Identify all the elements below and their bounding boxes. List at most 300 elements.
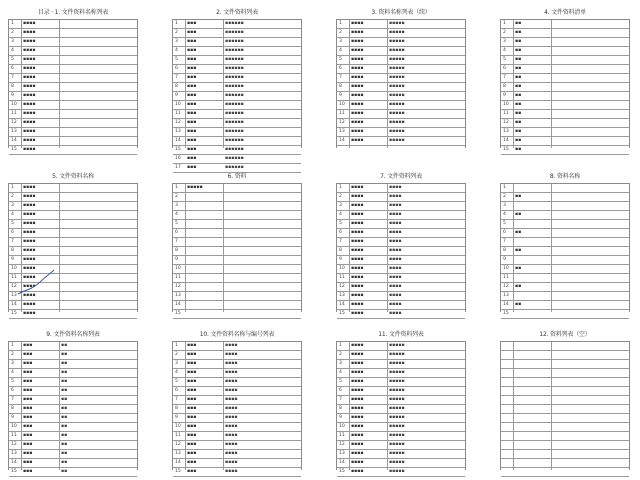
table-row (501, 83, 629, 92)
table-row (173, 274, 301, 283)
table-row (9, 265, 137, 274)
table-cell: 10 (503, 266, 509, 271)
table-row (501, 396, 629, 405)
table-cell: ▪▪▪▪▪ (389, 75, 405, 80)
table-row (173, 369, 301, 378)
table-cell: 8 (11, 248, 14, 253)
table-row (501, 92, 629, 101)
table-cell: 14 (339, 460, 345, 465)
table-cell: 15 (175, 147, 181, 152)
table-cell: ▪▪▪▪ (351, 370, 364, 375)
table-cell: 12 (11, 284, 17, 289)
table-row (9, 101, 137, 110)
table-cell: ▪▪▪▪ (225, 424, 238, 429)
table-row (173, 38, 301, 47)
table-row (9, 128, 137, 137)
table-row (173, 56, 301, 65)
table-row (173, 405, 301, 414)
table-cell: 5 (339, 379, 342, 384)
table-cell: ▪▪▪▪ (351, 84, 364, 89)
table-cell: ▪▪▪ (23, 451, 33, 456)
table-cell: ▪▪▪▪ (351, 93, 364, 98)
table-row (9, 378, 137, 387)
table-cell: 9 (339, 415, 342, 420)
table-cell: 1 (339, 343, 342, 348)
table-cell: ▪▪ (61, 397, 68, 402)
table-row (9, 92, 137, 101)
table-cell: 4 (503, 212, 506, 217)
table-cell: ▪▪ (515, 230, 522, 235)
table-row (501, 202, 629, 211)
table-cell: 14 (503, 138, 509, 143)
table-cell: 4 (11, 48, 14, 53)
table-row (173, 193, 301, 202)
table-cell: 15 (11, 469, 17, 474)
table-row (337, 351, 465, 360)
table-cell: ▪▪▪▪ (389, 284, 402, 289)
table-cell: 15 (175, 469, 181, 474)
table-cell: ▪▪▪▪▪ (389, 129, 405, 134)
table-cell: 8 (339, 248, 342, 253)
table-cell: ▪▪▪▪ (351, 469, 364, 474)
table-cell: ▪▪▪▪ (23, 138, 36, 143)
table-cell: ▪▪▪▪ (225, 397, 238, 402)
table-row (173, 74, 301, 83)
sheet-12 (496, 330, 634, 472)
sheet-title: 2. 文件资料列表 (216, 9, 258, 16)
sheet-title: 5. 文件资料名称 (52, 173, 94, 180)
table-row (9, 414, 137, 423)
table-row (173, 265, 301, 274)
table-cell: 10 (339, 424, 345, 429)
sheet-9 (4, 330, 142, 472)
table-cell: 1 (339, 21, 342, 26)
sheet-10 (168, 330, 306, 472)
table-row (501, 211, 629, 220)
table-row (501, 74, 629, 83)
table-row (501, 441, 629, 450)
table-cell: 8 (175, 248, 178, 253)
table-row (173, 238, 301, 247)
table-row (173, 155, 301, 164)
table-cell: ▪▪▪▪▪▪ (225, 165, 244, 170)
table-cell: 13 (503, 129, 509, 134)
table-cell: ▪▪▪▪ (351, 433, 364, 438)
table-cell: ▪▪▪▪ (351, 257, 364, 262)
table-cell: ▪▪▪ (187, 84, 197, 89)
table-cell: 7 (11, 239, 14, 244)
table-cell: ▪▪▪ (187, 460, 197, 465)
table-cell: ▪▪ (61, 451, 68, 456)
table-row (501, 414, 629, 423)
table-cell: ▪▪▪▪▪▪ (225, 66, 244, 71)
table-cell: ▪▪▪▪ (351, 75, 364, 80)
table-cell: ▪▪▪▪▪▪ (225, 84, 244, 89)
table-row (9, 310, 137, 319)
table-cell: ▪▪ (61, 361, 68, 366)
table-cell: 5 (503, 221, 506, 226)
table-cell: ▪▪▪ (187, 138, 197, 143)
table-cell: 1 (11, 21, 14, 26)
table-row (173, 20, 301, 29)
table-cell: ▪▪ (515, 57, 522, 62)
table-cell: ▪▪▪▪ (351, 415, 364, 420)
table-cell: 1 (503, 185, 506, 190)
table-cell: ▪▪▪▪ (351, 239, 364, 244)
table-cell: ▪▪ (515, 138, 522, 143)
table-cell: 3 (175, 203, 178, 208)
table-row (9, 29, 137, 38)
table-cell: 9 (175, 257, 178, 262)
table-cell: ▪▪▪▪ (351, 248, 364, 253)
table-cell: 6 (339, 66, 342, 71)
table-row (173, 342, 301, 351)
table-cell: 8 (11, 84, 14, 89)
table-cell: ▪▪▪▪ (389, 275, 402, 280)
table-row (337, 137, 465, 146)
table-cell: ▪▪▪▪ (351, 424, 364, 429)
table-cell: ▪▪ (515, 30, 522, 35)
table-row (9, 110, 137, 119)
table-cell: 2 (175, 30, 178, 35)
table-cell: ▪▪▪ (23, 442, 33, 447)
table-row (173, 387, 301, 396)
table-row (337, 405, 465, 414)
table-cell: 4 (11, 370, 14, 375)
table-cell: 12 (175, 442, 181, 447)
table-row (501, 56, 629, 65)
table-cell: 12 (339, 120, 345, 125)
table-cell: ▪▪▪▪▪ (389, 39, 405, 44)
table-cell: 7 (175, 397, 178, 402)
table-cell: 7 (11, 75, 14, 80)
table-row (501, 432, 629, 441)
table-row (9, 247, 137, 256)
table-cell: 11 (175, 433, 181, 438)
table-row (173, 47, 301, 56)
table (8, 19, 138, 152)
table-cell: 6 (11, 66, 14, 71)
table-cell: 4 (11, 212, 14, 217)
table-cell: ▪▪▪▪ (23, 57, 36, 62)
table-cell: ▪▪▪ (23, 361, 33, 366)
table-cell: ▪▪▪▪ (351, 203, 364, 208)
table-cell: 4 (175, 212, 178, 217)
table-row (337, 396, 465, 405)
table-cell: 9 (175, 415, 178, 420)
table-cell: 10 (339, 266, 345, 271)
table-cell: ▪▪ (61, 442, 68, 447)
table-cell: ▪▪▪▪ (389, 203, 402, 208)
table-row (337, 283, 465, 292)
table-cell: ▪▪▪▪ (23, 239, 36, 244)
table-cell: ▪▪▪ (187, 66, 197, 71)
table (172, 183, 302, 316)
table-cell: ▪▪▪▪ (23, 48, 36, 53)
table-cell: ▪▪▪ (187, 352, 197, 357)
table-cell: ▪▪▪▪ (389, 257, 402, 262)
table-cell: ▪▪▪▪ (351, 212, 364, 217)
table-cell: 15 (339, 311, 345, 316)
table-cell: ▪▪▪ (23, 343, 33, 348)
table-cell: ▪▪▪ (187, 370, 197, 375)
table-row (9, 396, 137, 405)
table-cell: ▪▪▪▪ (23, 194, 36, 199)
table-cell: ▪▪▪▪▪▪ (225, 129, 244, 134)
table-row (9, 20, 137, 29)
table-cell: ▪▪▪▪▪▪ (225, 93, 244, 98)
table-cell: 12 (503, 120, 509, 125)
table-cell: 2 (503, 30, 506, 35)
table-cell: ▪▪▪▪▪▪ (225, 21, 244, 26)
table-cell: 1 (11, 185, 14, 190)
table-cell: ▪▪▪ (23, 379, 33, 384)
table-cell: ▪▪▪▪ (351, 311, 364, 316)
table-row (9, 74, 137, 83)
table-cell: 10 (175, 424, 181, 429)
table-row (501, 193, 629, 202)
table-cell: ▪▪▪▪ (351, 460, 364, 465)
table-cell: ▪▪ (515, 48, 522, 53)
table-row (337, 369, 465, 378)
sheet-1 (4, 8, 142, 150)
table-cell: 10 (175, 266, 181, 271)
table-cell: ▪▪▪▪ (351, 111, 364, 116)
table-row (173, 310, 301, 319)
table-row (173, 459, 301, 468)
table-cell: 6 (503, 66, 506, 71)
table-cell: ▪▪▪ (187, 21, 197, 26)
table-row (9, 193, 137, 202)
table-row (501, 20, 629, 29)
table-row (337, 128, 465, 137)
table-cell: 10 (175, 102, 181, 107)
table (172, 19, 302, 170)
table-cell: 10 (503, 102, 509, 107)
table-cell: 11 (11, 275, 17, 280)
table-row (173, 101, 301, 110)
table-cell: ▪▪▪▪ (351, 406, 364, 411)
table-cell: 1 (11, 343, 14, 348)
table-cell: ▪▪▪▪ (225, 415, 238, 420)
table-row (337, 220, 465, 229)
table-cell: 6 (175, 230, 178, 235)
table-cell: ▪▪▪ (187, 451, 197, 456)
table-cell: ▪▪▪ (187, 424, 197, 429)
table-cell: 10 (11, 424, 17, 429)
table-cell: 3 (503, 203, 506, 208)
table-cell: ▪▪▪▪ (351, 451, 364, 456)
table-row (173, 396, 301, 405)
table-cell: ▪▪▪▪ (23, 230, 36, 235)
table-row (501, 265, 629, 274)
table-row (337, 65, 465, 74)
table-row (337, 468, 465, 477)
table-cell: ▪▪▪▪ (389, 266, 402, 271)
table-row (337, 56, 465, 65)
table-row (501, 292, 629, 301)
table-row (501, 101, 629, 110)
table-row (173, 247, 301, 256)
table-cell: ▪▪▪▪ (23, 302, 36, 307)
table-row (173, 351, 301, 360)
table-cell: ▪▪▪ (187, 165, 197, 170)
table-row (501, 220, 629, 229)
table-cell: ▪▪▪▪ (351, 266, 364, 271)
table-row (337, 423, 465, 432)
table-cell: ▪▪▪▪▪▪ (225, 120, 244, 125)
table-cell: ▪▪▪▪▪ (389, 343, 405, 348)
table-cell: ▪▪▪▪ (23, 75, 36, 80)
sheet-title: 11. 文件资料列表 (378, 331, 424, 338)
table-cell: 8 (339, 406, 342, 411)
table-cell: 10 (339, 102, 345, 107)
table-cell: ▪▪ (515, 75, 522, 80)
table-cell: 9 (11, 93, 14, 98)
table-cell: ▪▪▪▪ (23, 185, 36, 190)
table-row (501, 301, 629, 310)
table-cell: ▪▪▪▪ (23, 129, 36, 134)
table-cell: ▪▪ (61, 388, 68, 393)
table-cell: ▪▪▪▪ (23, 147, 36, 152)
table-row (337, 292, 465, 301)
table-cell: 7 (503, 239, 506, 244)
table-cell: 15 (11, 147, 17, 152)
table-cell: ▪▪▪▪ (389, 221, 402, 226)
table-row (501, 378, 629, 387)
table-cell: ▪▪▪▪ (389, 311, 402, 316)
table-cell: ▪▪▪▪ (23, 84, 36, 89)
table-cell: ▪▪▪▪▪▪ (225, 156, 244, 161)
table-cell: ▪▪▪▪ (351, 21, 364, 26)
table-cell: ▪▪▪▪▪ (389, 460, 405, 465)
table-cell: 14 (11, 460, 17, 465)
table-cell: ▪▪▪▪▪ (389, 102, 405, 107)
table-cell: ▪▪▪ (187, 57, 197, 62)
table-cell: ▪▪▪ (23, 424, 33, 429)
table-cell: 4 (175, 48, 178, 53)
table-row (173, 65, 301, 74)
table-row (501, 450, 629, 459)
table-cell: 11 (11, 111, 17, 116)
table-cell: 3 (339, 39, 342, 44)
table-cell: 13 (175, 129, 181, 134)
table-cell: 6 (11, 230, 14, 235)
table-cell: ▪▪▪▪▪ (389, 84, 405, 89)
table-cell: ▪▪▪ (23, 406, 33, 411)
table-cell: 13 (11, 129, 17, 134)
table-cell: ▪▪▪▪▪ (389, 21, 405, 26)
sheet-6 (168, 172, 306, 314)
table-cell: ▪▪▪▪ (351, 230, 364, 235)
table-row (501, 29, 629, 38)
table-cell: ▪▪ (61, 352, 68, 357)
table-row (173, 301, 301, 310)
table-cell: ▪▪▪▪ (351, 39, 364, 44)
table-cell: ▪▪▪▪ (23, 66, 36, 71)
table-cell: 8 (339, 84, 342, 89)
table-cell: ▪▪▪ (187, 156, 197, 161)
table-cell: ▪▪▪▪ (389, 239, 402, 244)
table-cell: ▪▪▪▪▪ (389, 388, 405, 393)
table-cell: 9 (339, 93, 342, 98)
table-cell: ▪▪▪▪ (23, 284, 36, 289)
table-row (173, 283, 301, 292)
table-cell: ▪▪▪▪ (23, 111, 36, 116)
table-cell: ▪▪ (61, 424, 68, 429)
table-cell: ▪▪ (515, 102, 522, 107)
table-cell: 2 (339, 194, 342, 199)
table (336, 19, 466, 148)
table-cell: 14 (175, 138, 181, 143)
table-cell: 14 (339, 302, 345, 307)
table-cell: 7 (503, 75, 506, 80)
table-cell: 3 (339, 203, 342, 208)
table-cell: 1 (339, 185, 342, 190)
table-cell: 5 (11, 57, 14, 62)
table-row (9, 229, 137, 238)
table-row (501, 184, 629, 193)
table-row (501, 310, 629, 319)
table-cell: ▪▪ (515, 39, 522, 44)
table-row (501, 229, 629, 238)
table-cell: ▪▪ (61, 433, 68, 438)
table-cell: ▪▪ (515, 66, 522, 71)
table-row (173, 184, 301, 193)
table-cell: 1 (175, 343, 178, 348)
table-cell: 11 (503, 111, 509, 116)
table-cell: ▪▪ (61, 460, 68, 465)
table-cell: 7 (339, 75, 342, 80)
table-cell: ▪▪▪▪ (23, 120, 36, 125)
table-cell: ▪▪▪▪▪ (389, 433, 405, 438)
table-cell: 8 (11, 406, 14, 411)
table-row (9, 342, 137, 351)
table-row (337, 202, 465, 211)
table-cell: 14 (11, 302, 17, 307)
table-cell: ▪▪▪▪ (23, 93, 36, 98)
table-cell: ▪▪▪▪▪ (389, 442, 405, 447)
table-row (173, 29, 301, 38)
table-cell: ▪▪ (515, 194, 522, 199)
table-row (501, 369, 629, 378)
table-row (501, 146, 629, 155)
table-row (501, 387, 629, 396)
table-cell: ▪▪▪▪ (23, 21, 36, 26)
table-row (173, 378, 301, 387)
table-cell: 3 (11, 203, 14, 208)
table-row (173, 423, 301, 432)
table-row (9, 459, 137, 468)
sheet-title: 7. 文件资料列表 (380, 173, 422, 180)
table-cell: ▪▪▪▪▪▪ (225, 75, 244, 80)
table-cell: ▪▪▪▪ (225, 388, 238, 393)
table-cell: ▪▪▪▪▪ (389, 57, 405, 62)
table-cell: ▪▪▪▪ (225, 469, 238, 474)
table-row (173, 119, 301, 128)
table (172, 341, 302, 474)
table-cell: ▪▪▪▪ (351, 284, 364, 289)
table-cell: ▪▪▪▪ (351, 352, 364, 357)
table-row (501, 247, 629, 256)
table-row (501, 423, 629, 432)
table-cell: ▪▪▪▪ (225, 370, 238, 375)
table-cell: ▪▪▪▪ (351, 48, 364, 53)
table-cell: ▪▪▪▪ (351, 66, 364, 71)
table-cell: 6 (11, 388, 14, 393)
table-cell: 15 (503, 147, 509, 152)
table (500, 341, 630, 470)
